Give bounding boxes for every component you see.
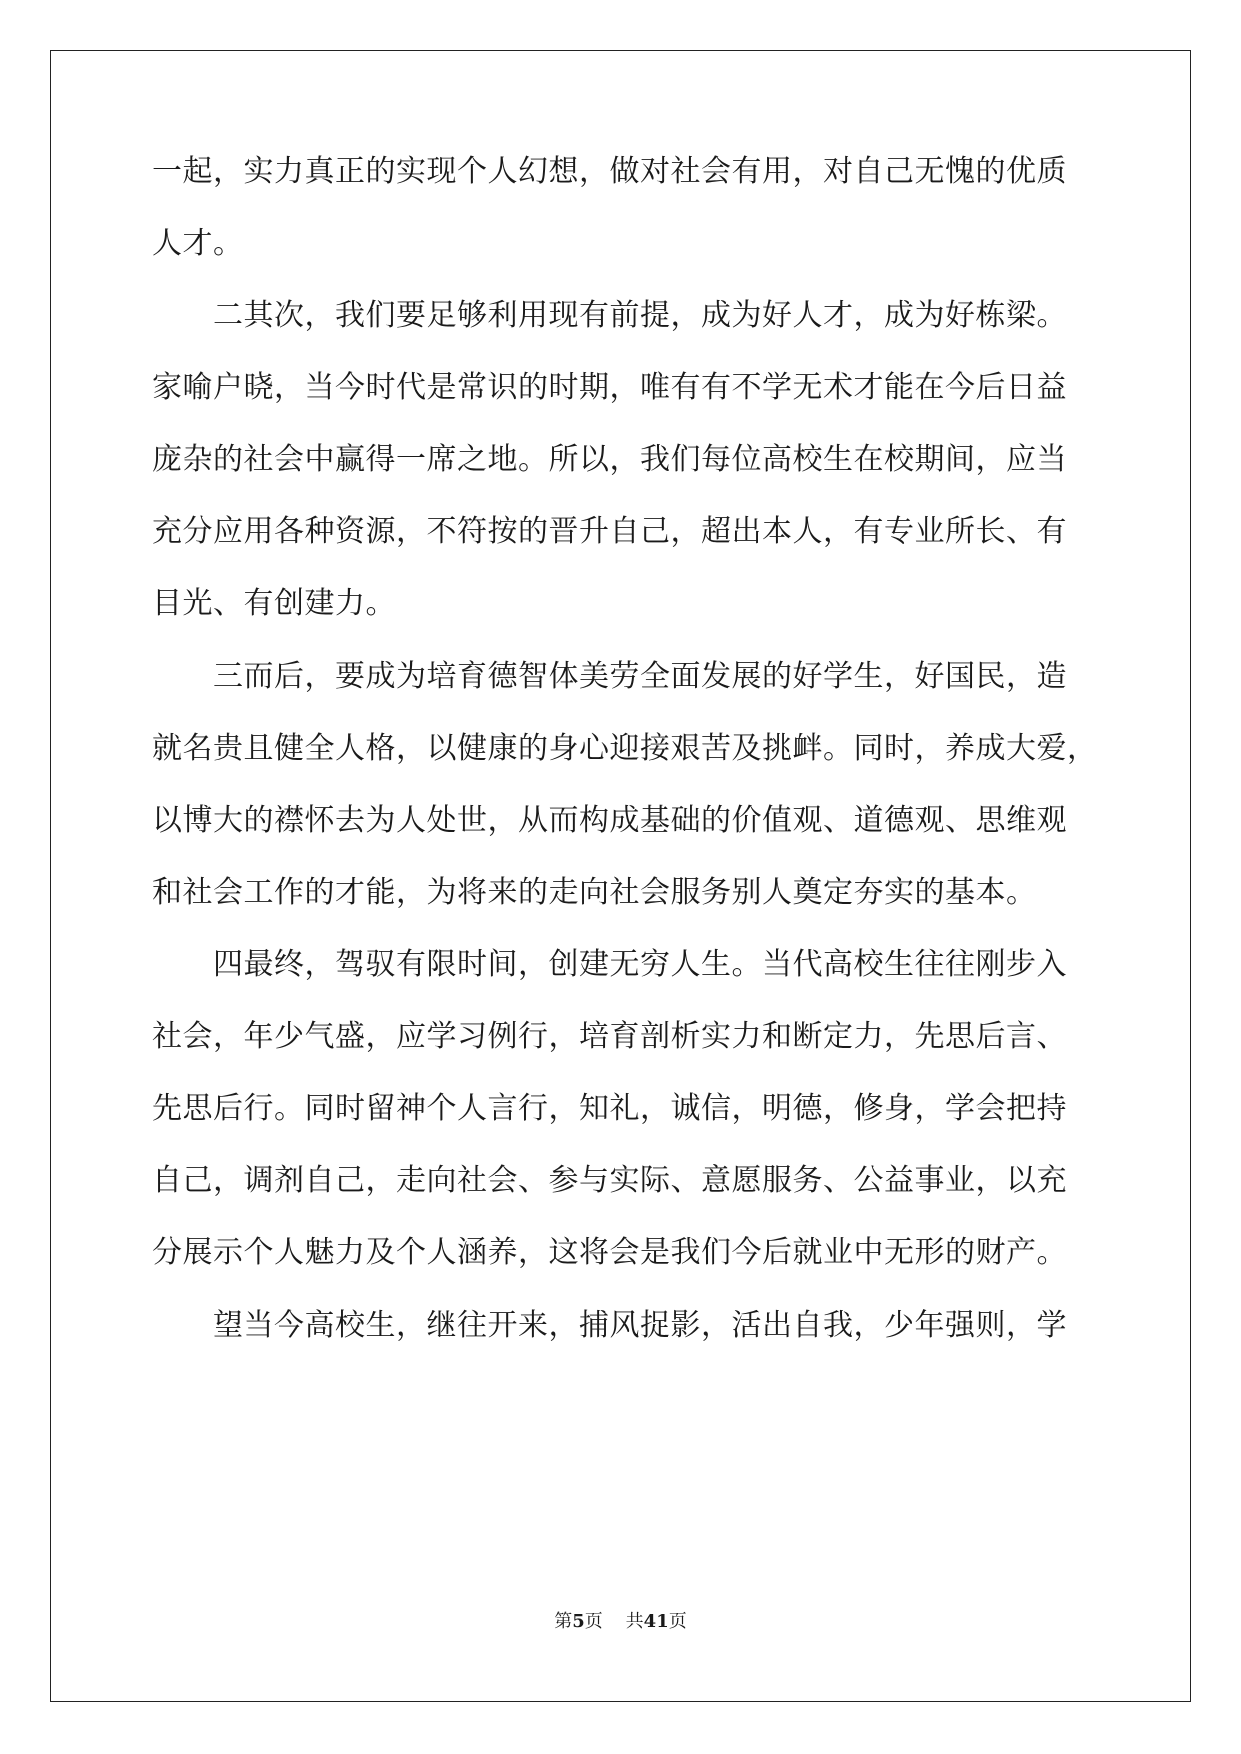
text-line: 家喻户晓，当今时代是常识的时期，唯有有不学无术才能在今后日益 xyxy=(152,370,1067,405)
page-footer xyxy=(0,1610,1241,1634)
text-line: 和社会工作的才能，为将来的走向社会服务别人奠定夯实的基本。 xyxy=(152,875,1037,910)
text-line: 社会，年少气盛，应学习例行，培育剖析实力和断定力，先思后言、 xyxy=(152,1019,1067,1054)
total-page-count: 41 xyxy=(643,1611,669,1632)
footer-page-unit: 页 xyxy=(584,1611,603,1632)
text-line: 一起，实力真正的实现个人幻想，做对社会有用，对自己无愧的优质 xyxy=(152,154,1067,189)
text-line: 望当今高校生，继往开来，捕风捉影，活出自我，少年强则，学 xyxy=(152,1308,1067,1343)
footer-prefix: 第 xyxy=(554,1611,573,1632)
text-line: 二其次，我们要足够利用现有前提，成为好人才，成为好栋梁。 xyxy=(152,298,1067,333)
footer-total-prefix: 共 xyxy=(625,1611,644,1632)
text-line: 就名贵且健全人格，以健康的身心迎接艰苦及挑衅。同时，养成大爱， xyxy=(152,731,1098,766)
text-line: 充分应用各种资源，不符按的晋升自己，超出本人，有专业所长、有 xyxy=(152,514,1067,549)
text-line: 目光、有创建力。 xyxy=(152,586,396,621)
text-line: 先思后行。同时留神个人言行，知礼，诚信，明德，修身，学会把持 xyxy=(152,1091,1067,1126)
text-line: 以博大的襟怀去为人处世，从而构成基础的价值观、道德观、思维观 xyxy=(152,803,1067,838)
footer-total-unit: 页 xyxy=(668,1611,687,1632)
text-line: 庞杂的社会中赢得一席之地。所以，我们每位高校生在校期间，应当 xyxy=(152,442,1067,477)
text-line: 分展示个人魅力及个人涵养，这将会是我们今后就业中无形的财产。 xyxy=(152,1235,1067,1270)
text-line: 人才。 xyxy=(152,226,244,261)
text-line: 三而后，要成为培育德智体美劳全面发展的好学生，好国民，造 xyxy=(152,659,1067,694)
text-line: 四最终，驾驭有限时间，创建无穷人生。当代高校生往往刚步入 xyxy=(152,947,1067,982)
text-line: 自己，调剂自己，走向社会、参与实际、意愿服务、公益事业，以充 xyxy=(152,1163,1067,1198)
current-page-number: 5 xyxy=(572,1611,585,1632)
